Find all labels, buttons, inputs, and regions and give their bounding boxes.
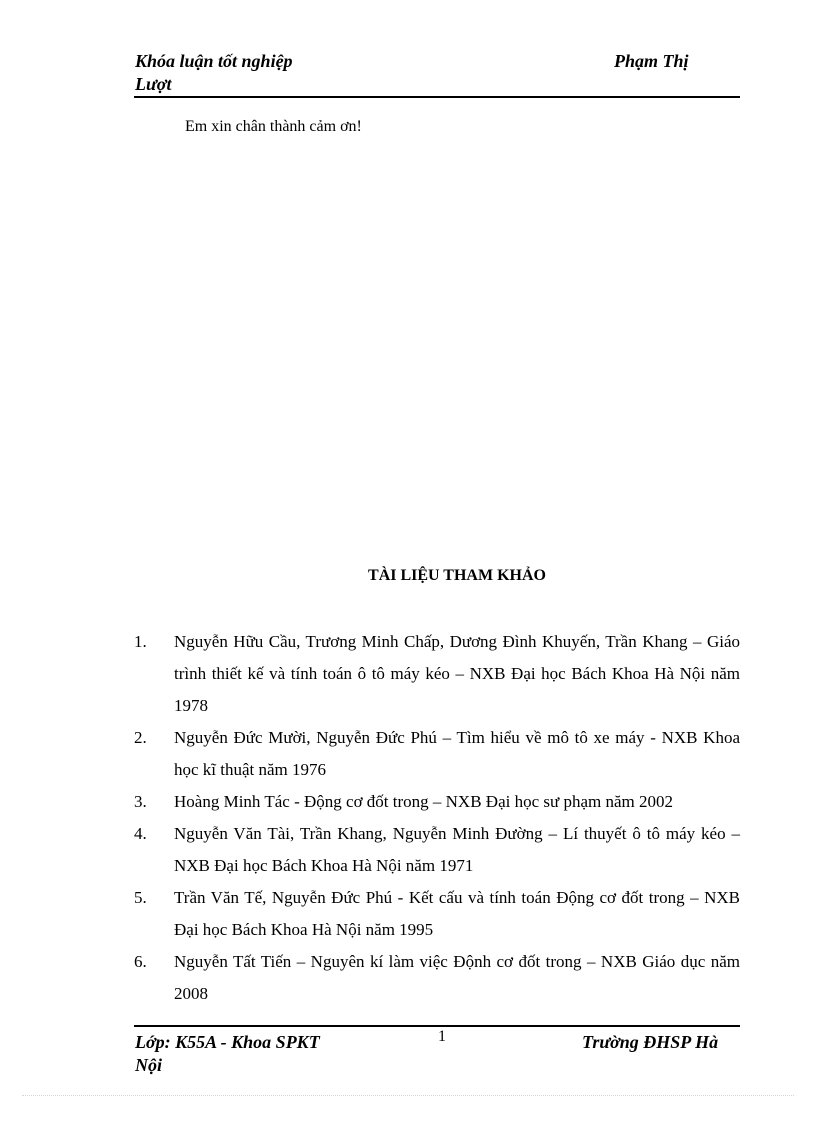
reference-item bbox=[134, 946, 740, 1010]
header-rule bbox=[134, 96, 740, 98]
reference-text: Hoàng Minh Tác - Động cơ đốt trong – NXB Đại học sư phạm năm 2002 bbox=[174, 792, 674, 811]
thanks-line: Em xin chân thành cảm ơn! bbox=[185, 118, 362, 135]
header-thesis-title: Khóa luận tốt nghiệp bbox=[135, 51, 293, 71]
footer-university: Trường ĐHSP Hà bbox=[582, 1032, 719, 1052]
reference-item bbox=[134, 722, 740, 786]
reference-number: 5. bbox=[134, 888, 147, 907]
footer-university-continued: Nội bbox=[135, 1055, 162, 1075]
references-title: TÀI LIỆU THAM KHẢO bbox=[368, 567, 546, 584]
reference-text: Nguyễn Đức Mười, Nguyễn Đức Phú – Tìm hiểu về mô tô xe máy - NXB Khoa học kĩ thuật năm 1976 bbox=[174, 728, 740, 779]
reference-number: 1. bbox=[134, 632, 147, 651]
footer-class-info: Lớp: K55A - Khoa SPKT bbox=[135, 1032, 320, 1052]
reference-number: 2. bbox=[134, 728, 147, 747]
page-boundary bbox=[22, 1095, 794, 1096]
footer-rule bbox=[134, 1025, 740, 1027]
reference-item bbox=[134, 882, 740, 946]
reference-item bbox=[134, 818, 740, 882]
header-author-name-continued: Lượt bbox=[135, 74, 172, 94]
header-author-name: Phạm Thị bbox=[614, 51, 689, 71]
page-number: 1 bbox=[438, 1028, 446, 1045]
reference-number: 4. bbox=[134, 824, 147, 843]
reference-number: 6. bbox=[134, 952, 147, 971]
reference-text: Nguyễn Tất Tiến – Nguyên kí làm việc Độnh cơ đốt trong – NXB Giáo dục năm 2008 bbox=[174, 952, 740, 1003]
reference-text: Nguyễn Văn Tài, Trần Khang, Nguyễn Minh Đường – Lí thuyết ô tô máy kéo – NXB Đại học Bách Khoa Hà Nội năm 1971 bbox=[174, 824, 740, 875]
reference-text: Nguyễn Hữu Cầu, Trương Minh Chấp, Dương Đình Khuyến, Trần Khang – Giáo trình thiết kế và tính toán ô tô máy kéo – NXB Đại học Bách Khoa Hà Nội năm 1978 bbox=[174, 632, 740, 715]
reference-text: Trần Văn Tế, Nguyễn Đức Phú - Kết cấu và tính toán Động cơ đốt trong – NXB Đại học Bách Khoa Hà Nội năm 1995 bbox=[174, 888, 740, 939]
reference-item bbox=[134, 786, 740, 818]
reference-item bbox=[134, 626, 740, 722]
reference-number: 3. bbox=[134, 792, 147, 811]
references-list bbox=[134, 626, 740, 1010]
